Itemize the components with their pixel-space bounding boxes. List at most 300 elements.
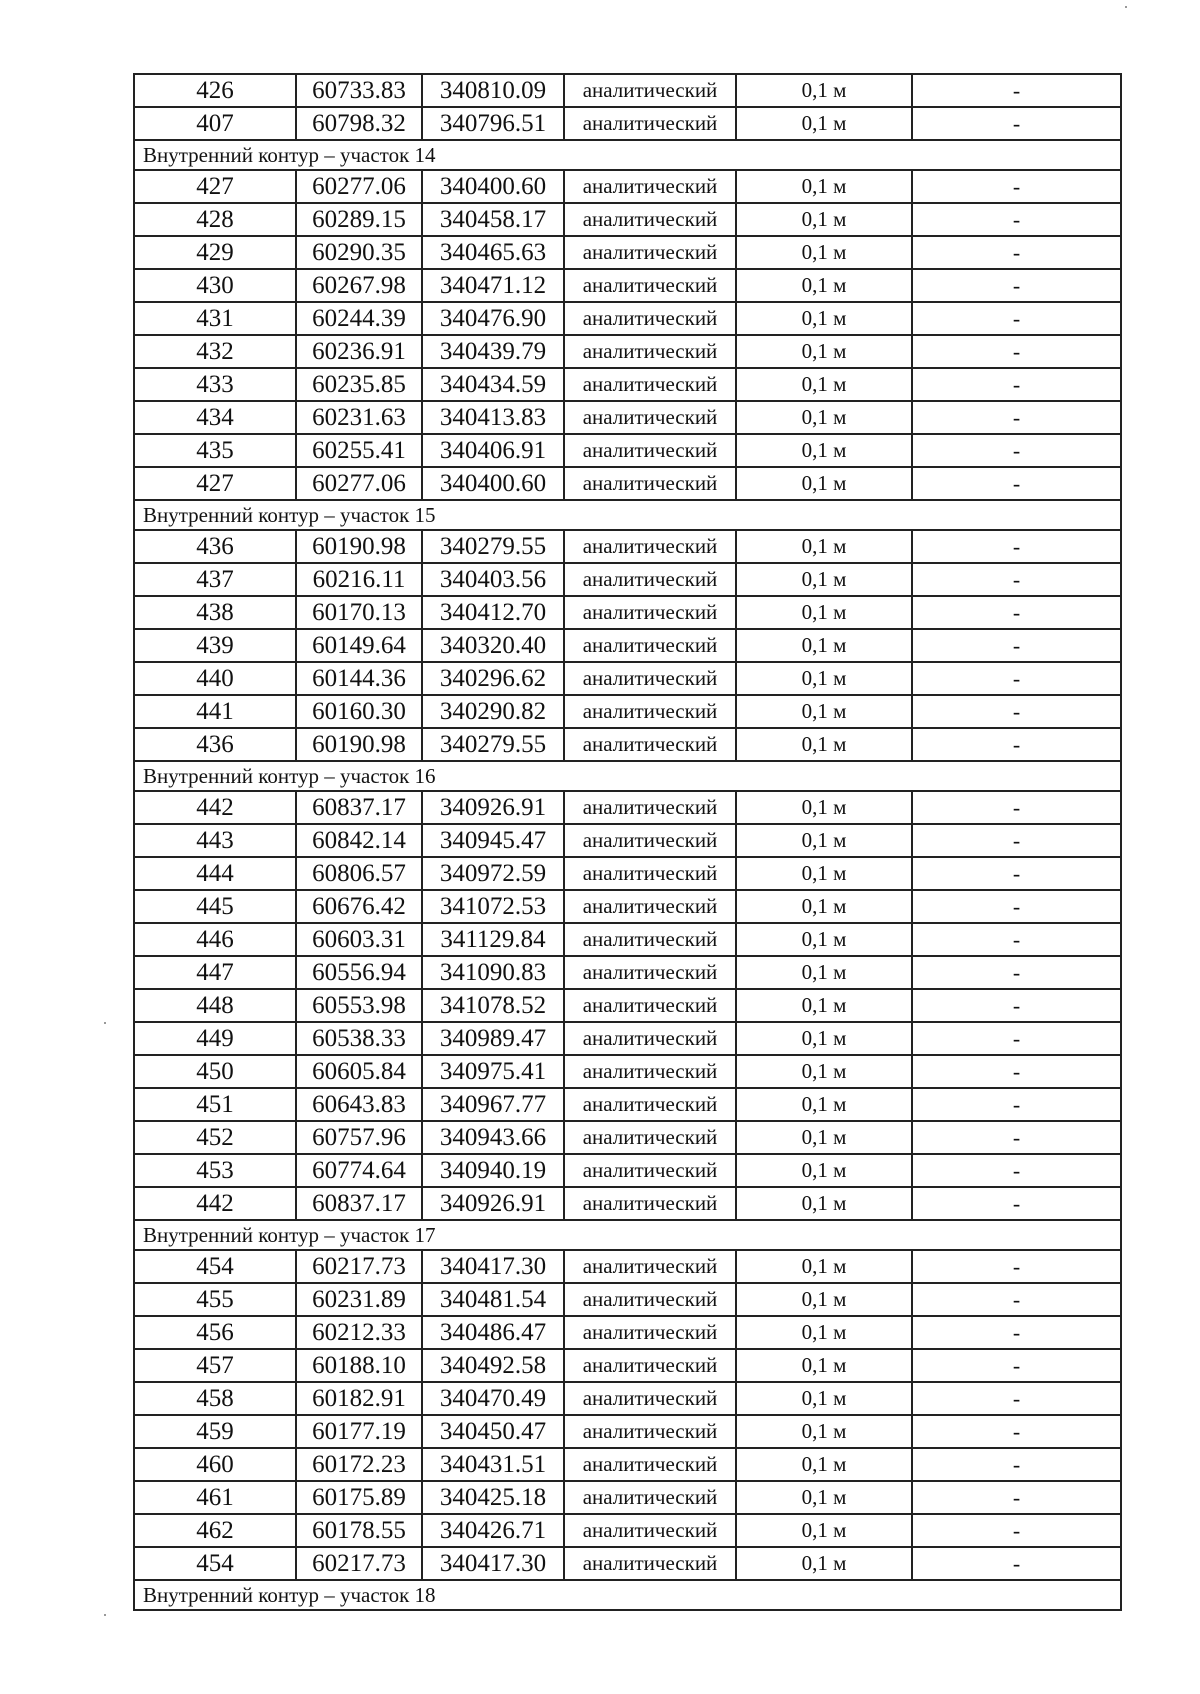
note-cell: - [912,1055,1121,1088]
method-cell: аналитический [564,1349,736,1382]
y-coordinate-cell: 340400.60 [422,467,564,500]
method-cell: аналитический [564,728,736,761]
accuracy-cell: 0,1 м [736,596,912,629]
accuracy-cell: 0,1 м [736,74,912,107]
y-coordinate-cell: 340975.41 [422,1055,564,1088]
point-number-cell: 441 [134,695,296,728]
y-coordinate-cell: 340406.91 [422,434,564,467]
note-cell: - [912,467,1121,500]
note-cell: - [912,728,1121,761]
accuracy-cell: 0,1 м [736,956,912,989]
method-cell: аналитический [564,1187,736,1220]
point-number-cell: 453 [134,1154,296,1187]
point-number-cell: 442 [134,1187,296,1220]
accuracy-cell: 0,1 м [736,1250,912,1283]
y-coordinate-cell: 340926.91 [422,1187,564,1220]
y-coordinate-cell: 341072.53 [422,890,564,923]
point-number-cell: 426 [134,74,296,107]
y-coordinate-cell: 341078.52 [422,989,564,1022]
point-number-cell: 440 [134,662,296,695]
method-cell: аналитический [564,1382,736,1415]
table-row [134,1283,1121,1316]
x-coordinate-cell: 60217.73 [296,1547,422,1580]
section-header-row [134,1580,1121,1610]
note-cell: - [912,401,1121,434]
table-row [134,629,1121,662]
y-coordinate-cell: 340296.62 [422,662,564,695]
accuracy-cell: 0,1 м [736,203,912,236]
method-cell: аналитический [564,1121,736,1154]
method-cell: аналитический [564,1154,736,1187]
table-row [134,956,1121,989]
note-cell: - [912,662,1121,695]
x-coordinate-cell: 60212.33 [296,1316,422,1349]
y-coordinate-cell: 340471.12 [422,269,564,302]
point-number-cell: 460 [134,1448,296,1481]
point-number-cell: 428 [134,203,296,236]
point-number-cell: 436 [134,728,296,761]
table-row [134,596,1121,629]
accuracy-cell: 0,1 м [736,1121,912,1154]
note-cell: - [912,170,1121,203]
x-coordinate-cell: 60553.98 [296,989,422,1022]
note-cell: - [912,1514,1121,1547]
note-cell: - [912,629,1121,662]
accuracy-cell: 0,1 м [736,1349,912,1382]
section-header-row [134,1220,1121,1250]
x-coordinate-cell: 60277.06 [296,170,422,203]
y-coordinate-cell: 340439.79 [422,335,564,368]
y-coordinate-cell: 340320.40 [422,629,564,662]
method-cell: аналитический [564,956,736,989]
y-coordinate-cell: 340458.17 [422,203,564,236]
y-coordinate-cell: 340945.47 [422,824,564,857]
note-cell: - [912,923,1121,956]
x-coordinate-cell: 60757.96 [296,1121,422,1154]
x-coordinate-cell: 60231.89 [296,1283,422,1316]
y-coordinate-cell: 341129.84 [422,923,564,956]
y-coordinate-cell: 340413.83 [422,401,564,434]
note-cell: - [912,335,1121,368]
note-cell: - [912,1349,1121,1382]
y-coordinate-cell: 340279.55 [422,728,564,761]
point-number-cell: 430 [134,269,296,302]
accuracy-cell: 0,1 м [736,467,912,500]
scan-speck [104,1614,106,1616]
x-coordinate-cell: 60289.15 [296,203,422,236]
y-coordinate-cell: 340940.19 [422,1154,564,1187]
note-cell: - [912,1022,1121,1055]
note-cell: - [912,368,1121,401]
table-row [134,1055,1121,1088]
x-coordinate-cell: 60231.63 [296,401,422,434]
y-coordinate-cell: 340417.30 [422,1250,564,1283]
point-number-cell: 457 [134,1349,296,1382]
y-coordinate-cell: 340465.63 [422,236,564,269]
y-coordinate-cell: 340481.54 [422,1283,564,1316]
table-row [134,1415,1121,1448]
accuracy-cell: 0,1 м [736,1088,912,1121]
method-cell: аналитический [564,791,736,824]
coordinates-table [133,73,1122,1611]
scan-speck [104,1022,106,1024]
x-coordinate-cell: 60216.11 [296,563,422,596]
point-number-cell: 445 [134,890,296,923]
note-cell: - [912,1283,1121,1316]
x-coordinate-cell: 60177.19 [296,1415,422,1448]
accuracy-cell: 0,1 м [736,236,912,269]
x-coordinate-cell: 60190.98 [296,530,422,563]
y-coordinate-cell: 340400.60 [422,170,564,203]
coordinates-table-body [134,74,1121,1610]
method-cell: аналитический [564,989,736,1022]
method-cell: аналитический [564,563,736,596]
table-row [134,1382,1121,1415]
point-number-cell: 450 [134,1055,296,1088]
section-label: Внутренний контур – участок 14 [134,140,1121,170]
note-cell: - [912,956,1121,989]
accuracy-cell: 0,1 м [736,1448,912,1481]
accuracy-cell: 0,1 м [736,629,912,662]
method-cell: аналитический [564,1088,736,1121]
section-header-row [134,761,1121,791]
x-coordinate-cell: 60806.57 [296,857,422,890]
y-coordinate-cell: 340425.18 [422,1481,564,1514]
y-coordinate-cell: 340431.51 [422,1448,564,1481]
section-label: Внутренний контур – участок 17 [134,1220,1121,1250]
table-row [134,824,1121,857]
method-cell: аналитический [564,170,736,203]
table-row [134,1349,1121,1382]
method-cell: аналитический [564,269,736,302]
method-cell: аналитический [564,1514,736,1547]
accuracy-cell: 0,1 м [736,302,912,335]
section-label: Внутренний контур – участок 15 [134,500,1121,530]
table-row [134,923,1121,956]
accuracy-cell: 0,1 м [736,923,912,956]
y-coordinate-cell: 340492.58 [422,1349,564,1382]
x-coordinate-cell: 60837.17 [296,791,422,824]
accuracy-cell: 0,1 м [736,1187,912,1220]
x-coordinate-cell: 60144.36 [296,662,422,695]
method-cell: аналитический [564,434,736,467]
table-row [134,335,1121,368]
x-coordinate-cell: 60277.06 [296,467,422,500]
y-coordinate-cell: 340810.09 [422,74,564,107]
table-row [134,695,1121,728]
x-coordinate-cell: 60774.64 [296,1154,422,1187]
table-row [134,1121,1121,1154]
y-coordinate-cell: 340967.77 [422,1088,564,1121]
note-cell: - [912,302,1121,335]
point-number-cell: 435 [134,434,296,467]
x-coordinate-cell: 60605.84 [296,1055,422,1088]
y-coordinate-cell: 340476.90 [422,302,564,335]
point-number-cell: 448 [134,989,296,1022]
note-cell: - [912,695,1121,728]
table-row [134,563,1121,596]
table-row [134,1187,1121,1220]
x-coordinate-cell: 60175.89 [296,1481,422,1514]
y-coordinate-cell: 340796.51 [422,107,564,140]
y-coordinate-cell: 340417.30 [422,1547,564,1580]
table-row [134,467,1121,500]
point-number-cell: 442 [134,791,296,824]
x-coordinate-cell: 60190.98 [296,728,422,761]
note-cell: - [912,890,1121,923]
y-coordinate-cell: 340279.55 [422,530,564,563]
point-number-cell: 454 [134,1547,296,1580]
point-number-cell: 438 [134,596,296,629]
note-cell: - [912,434,1121,467]
point-number-cell: 455 [134,1283,296,1316]
point-number-cell: 459 [134,1415,296,1448]
method-cell: аналитический [564,236,736,269]
note-cell: - [912,596,1121,629]
accuracy-cell: 0,1 м [736,170,912,203]
table-row [134,530,1121,563]
y-coordinate-cell: 340470.49 [422,1382,564,1415]
accuracy-cell: 0,1 м [736,695,912,728]
accuracy-cell: 0,1 м [736,1415,912,1448]
method-cell: аналитический [564,530,736,563]
y-coordinate-cell: 340412.70 [422,596,564,629]
x-coordinate-cell: 60149.64 [296,629,422,662]
method-cell: аналитический [564,1250,736,1283]
x-coordinate-cell: 60172.23 [296,1448,422,1481]
accuracy-cell: 0,1 м [736,1547,912,1580]
x-coordinate-cell: 60538.33 [296,1022,422,1055]
method-cell: аналитический [564,890,736,923]
note-cell: - [912,1415,1121,1448]
note-cell: - [912,269,1121,302]
table-row [134,1316,1121,1349]
point-number-cell: 436 [134,530,296,563]
table-row [134,203,1121,236]
y-coordinate-cell: 340486.47 [422,1316,564,1349]
note-cell: - [912,1547,1121,1580]
note-cell: - [912,1250,1121,1283]
table-row [134,1088,1121,1121]
note-cell: - [912,824,1121,857]
accuracy-cell: 0,1 м [736,401,912,434]
point-number-cell: 451 [134,1088,296,1121]
table-row [134,1448,1121,1481]
x-coordinate-cell: 60798.32 [296,107,422,140]
point-number-cell: 431 [134,302,296,335]
method-cell: аналитический [564,1481,736,1514]
note-cell: - [912,791,1121,824]
point-number-cell: 439 [134,629,296,662]
table-row [134,368,1121,401]
method-cell: аналитический [564,401,736,434]
method-cell: аналитический [564,335,736,368]
x-coordinate-cell: 60603.31 [296,923,422,956]
note-cell: - [912,203,1121,236]
point-number-cell: 432 [134,335,296,368]
note-cell: - [912,1088,1121,1121]
method-cell: аналитический [564,596,736,629]
accuracy-cell: 0,1 м [736,269,912,302]
point-number-cell: 427 [134,170,296,203]
note-cell: - [912,1154,1121,1187]
accuracy-cell: 0,1 м [736,662,912,695]
method-cell: аналитический [564,1547,736,1580]
x-coordinate-cell: 60255.41 [296,434,422,467]
table-row [134,434,1121,467]
method-cell: аналитический [564,1316,736,1349]
table-row [134,170,1121,203]
accuracy-cell: 0,1 м [736,989,912,1022]
method-cell: аналитический [564,1055,736,1088]
section-label: Внутренний контур – участок 16 [134,761,1121,791]
y-coordinate-cell: 340450.47 [422,1415,564,1448]
table-row [134,1514,1121,1547]
method-cell: аналитический [564,74,736,107]
note-cell: - [912,1382,1121,1415]
table-row [134,107,1121,140]
point-number-cell: 447 [134,956,296,989]
method-cell: аналитический [564,302,736,335]
x-coordinate-cell: 60842.14 [296,824,422,857]
note-cell: - [912,530,1121,563]
accuracy-cell: 0,1 м [736,824,912,857]
x-coordinate-cell: 60290.35 [296,236,422,269]
x-coordinate-cell: 60556.94 [296,956,422,989]
method-cell: аналитический [564,203,736,236]
method-cell: аналитический [564,1283,736,1316]
accuracy-cell: 0,1 м [736,728,912,761]
y-coordinate-cell: 340426.71 [422,1514,564,1547]
x-coordinate-cell: 60170.13 [296,596,422,629]
table-row [134,791,1121,824]
table-row [134,989,1121,1022]
x-coordinate-cell: 60733.83 [296,74,422,107]
y-coordinate-cell: 340403.56 [422,563,564,596]
note-cell: - [912,1481,1121,1514]
x-coordinate-cell: 60643.83 [296,1088,422,1121]
section-label: Внутренний контур – участок 18 [134,1580,1121,1610]
accuracy-cell: 0,1 м [736,857,912,890]
y-coordinate-cell: 340943.66 [422,1121,564,1154]
accuracy-cell: 0,1 м [736,791,912,824]
x-coordinate-cell: 60837.17 [296,1187,422,1220]
point-number-cell: 407 [134,107,296,140]
method-cell: аналитический [564,857,736,890]
table-row [134,728,1121,761]
x-coordinate-cell: 60267.98 [296,269,422,302]
section-header-row [134,140,1121,170]
accuracy-cell: 0,1 м [736,1154,912,1187]
method-cell: аналитический [564,662,736,695]
table-row [134,890,1121,923]
accuracy-cell: 0,1 м [736,563,912,596]
accuracy-cell: 0,1 м [736,434,912,467]
point-number-cell: 427 [134,467,296,500]
x-coordinate-cell: 60236.91 [296,335,422,368]
accuracy-cell: 0,1 м [736,1055,912,1088]
method-cell: аналитический [564,1415,736,1448]
x-coordinate-cell: 60188.10 [296,1349,422,1382]
point-number-cell: 458 [134,1382,296,1415]
point-number-cell: 449 [134,1022,296,1055]
scan-speck [1125,6,1127,8]
x-coordinate-cell: 60178.55 [296,1514,422,1547]
x-coordinate-cell: 60676.42 [296,890,422,923]
y-coordinate-cell: 340989.47 [422,1022,564,1055]
y-coordinate-cell: 340434.59 [422,368,564,401]
method-cell: аналитический [564,1022,736,1055]
accuracy-cell: 0,1 м [736,335,912,368]
accuracy-cell: 0,1 м [736,1022,912,1055]
table-row [134,857,1121,890]
note-cell: - [912,857,1121,890]
table-row [134,302,1121,335]
table-row [134,1481,1121,1514]
table-row [134,1022,1121,1055]
note-cell: - [912,989,1121,1022]
x-coordinate-cell: 60235.85 [296,368,422,401]
note-cell: - [912,74,1121,107]
accuracy-cell: 0,1 м [736,1514,912,1547]
method-cell: аналитический [564,467,736,500]
method-cell: аналитический [564,1448,736,1481]
accuracy-cell: 0,1 м [736,368,912,401]
x-coordinate-cell: 60217.73 [296,1250,422,1283]
y-coordinate-cell: 340290.82 [422,695,564,728]
point-number-cell: 461 [134,1481,296,1514]
method-cell: аналитический [564,695,736,728]
note-cell: - [912,236,1121,269]
section-header-row [134,500,1121,530]
method-cell: аналитический [564,368,736,401]
table-row [134,1547,1121,1580]
note-cell: - [912,107,1121,140]
table-row [134,269,1121,302]
method-cell: аналитический [564,629,736,662]
accuracy-cell: 0,1 м [736,530,912,563]
accuracy-cell: 0,1 м [736,107,912,140]
x-coordinate-cell: 60182.91 [296,1382,422,1415]
table-row [134,662,1121,695]
point-number-cell: 433 [134,368,296,401]
table-row [134,1250,1121,1283]
accuracy-cell: 0,1 м [736,1382,912,1415]
x-coordinate-cell: 60244.39 [296,302,422,335]
note-cell: - [912,1121,1121,1154]
accuracy-cell: 0,1 м [736,1316,912,1349]
y-coordinate-cell: 340972.59 [422,857,564,890]
point-number-cell: 456 [134,1316,296,1349]
y-coordinate-cell: 341090.83 [422,956,564,989]
note-cell: - [912,563,1121,596]
note-cell: - [912,1448,1121,1481]
point-number-cell: 446 [134,923,296,956]
point-number-cell: 429 [134,236,296,269]
note-cell: - [912,1187,1121,1220]
table-row [134,1154,1121,1187]
point-number-cell: 454 [134,1250,296,1283]
point-number-cell: 437 [134,563,296,596]
accuracy-cell: 0,1 м [736,1283,912,1316]
point-number-cell: 434 [134,401,296,434]
accuracy-cell: 0,1 м [736,1481,912,1514]
note-cell: - [912,1316,1121,1349]
accuracy-cell: 0,1 м [736,890,912,923]
table-row [134,74,1121,107]
table-row [134,401,1121,434]
method-cell: аналитический [564,824,736,857]
